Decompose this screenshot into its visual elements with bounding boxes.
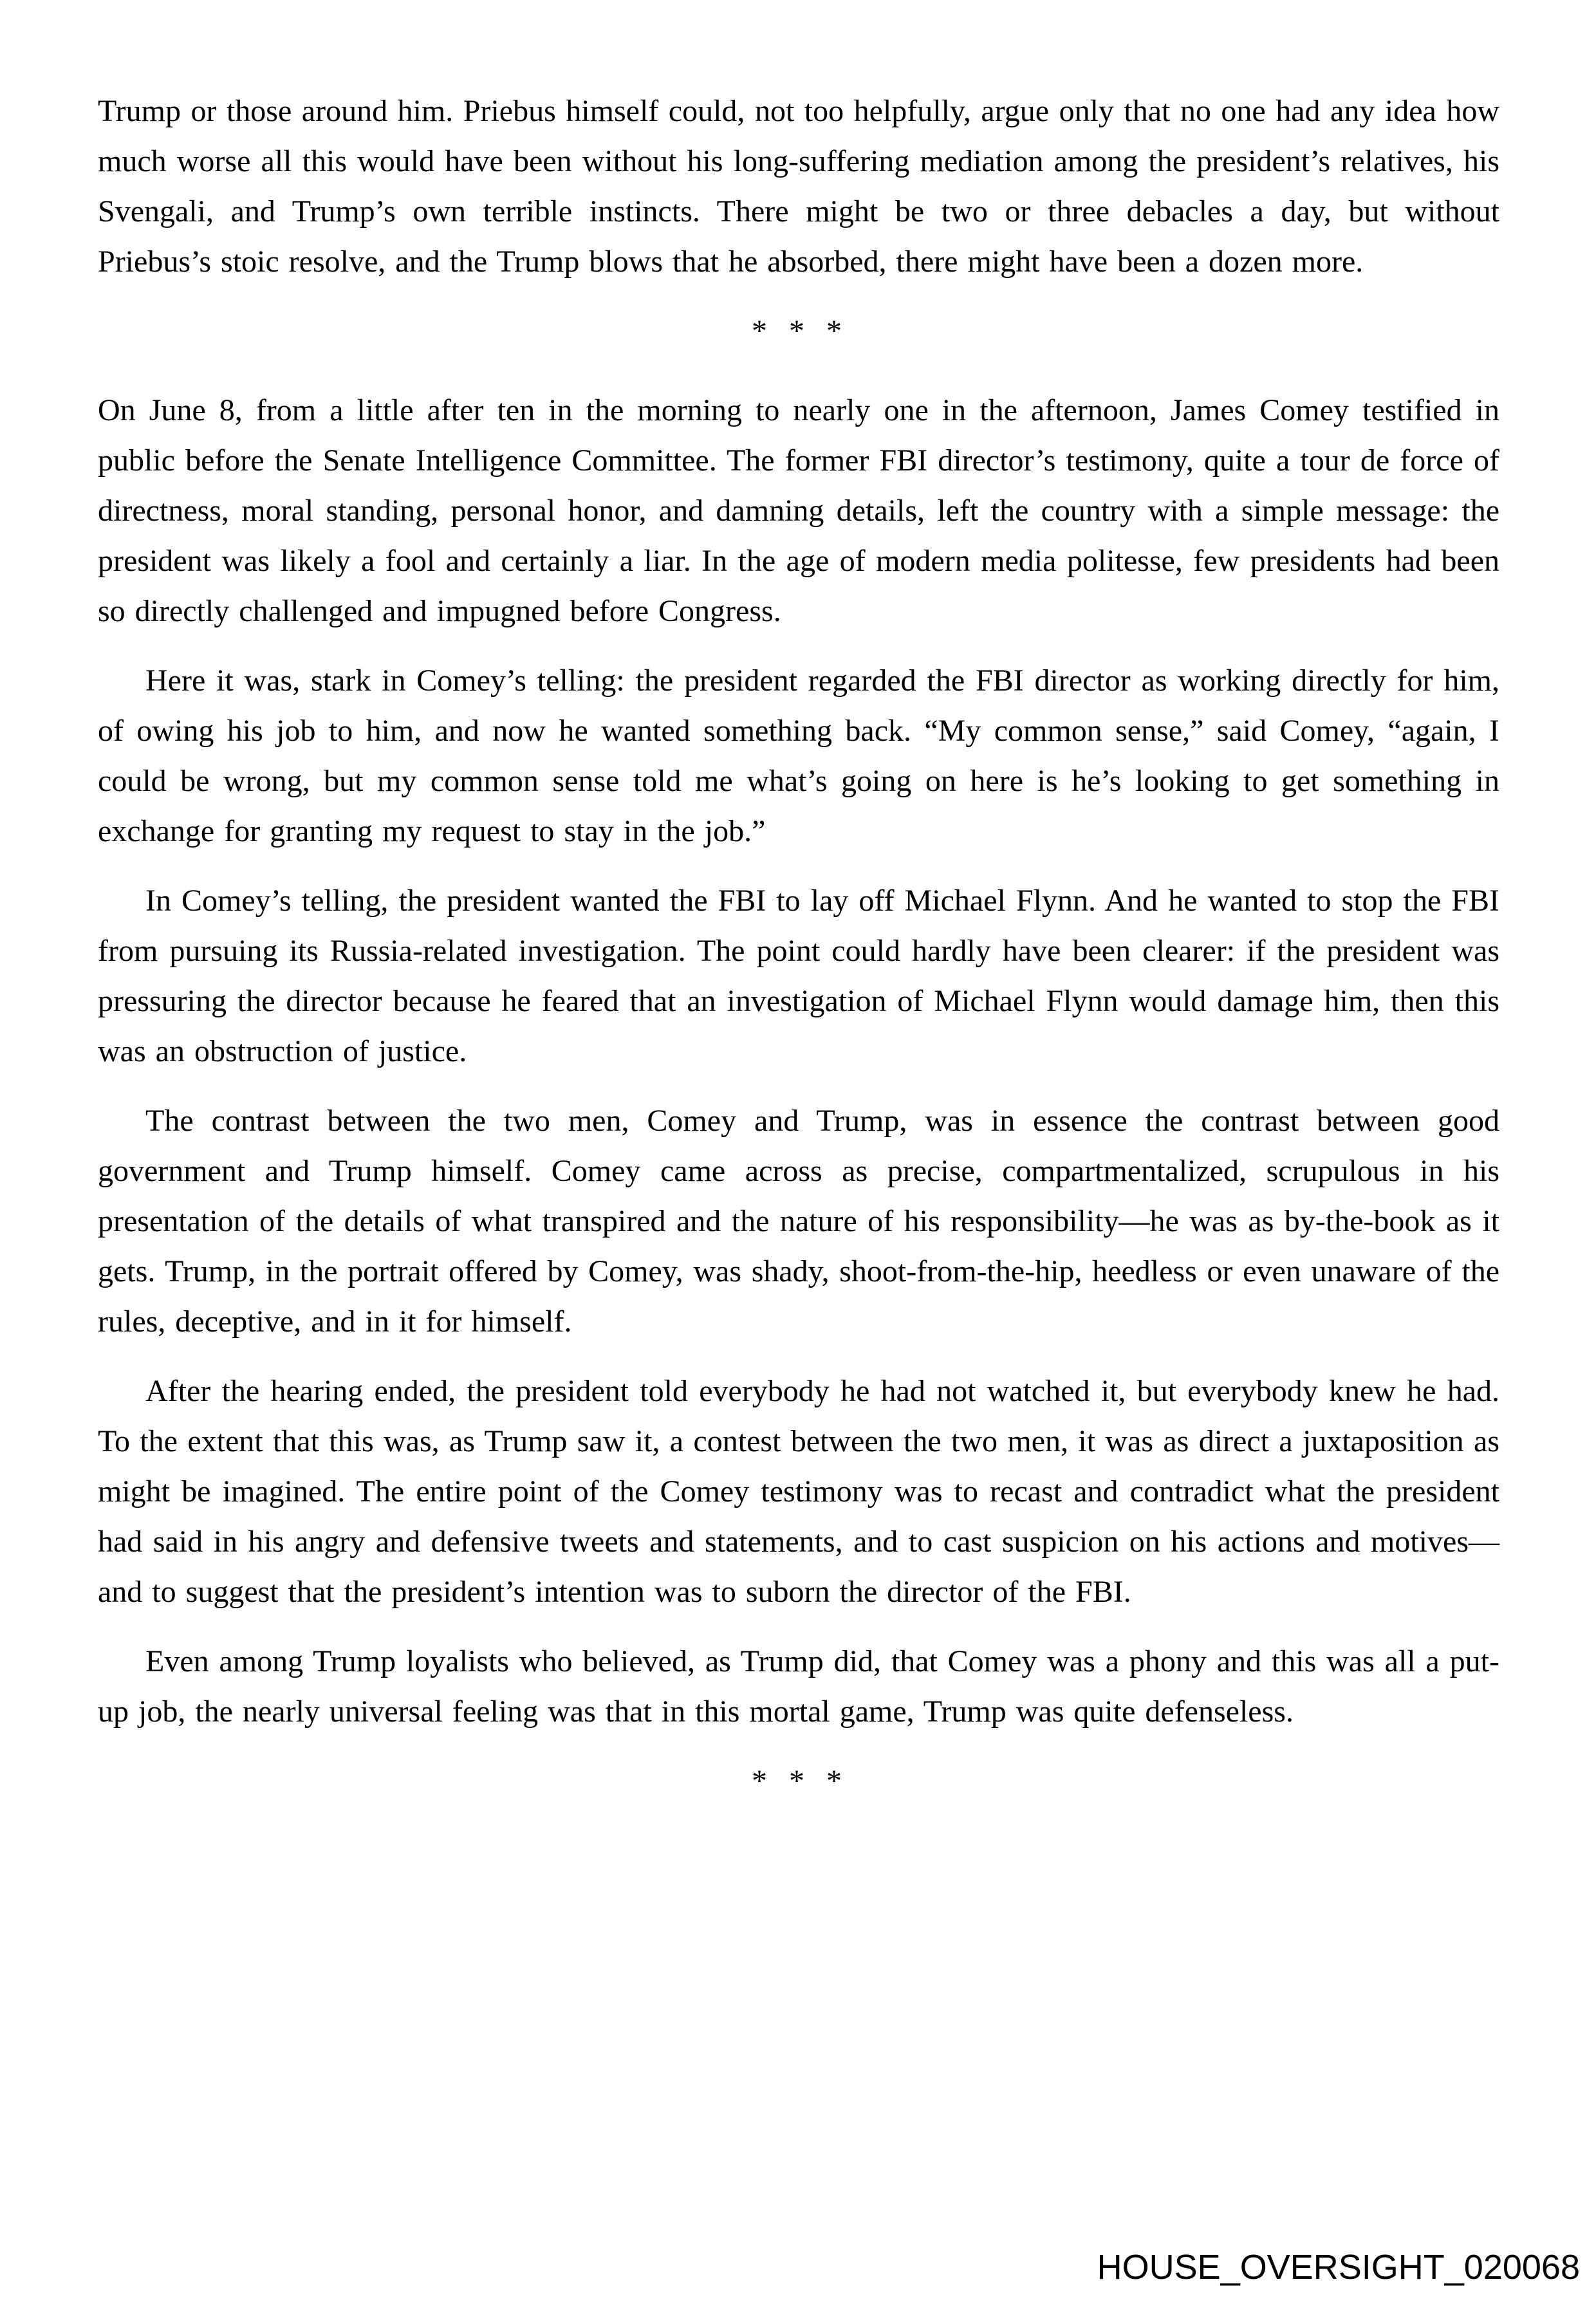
section-break-asterisks: * * * — [752, 314, 846, 348]
bates-stamp: HOUSE_OVERSIGHT_020068 — [1097, 2247, 1580, 2287]
paragraph: Trump or those around him. Priebus himself could, not too helpfully, argue only that no one had any idea how much worse all this would have been without his long-suffering mediation among the president’s relatives, his Svengali, and Trump’s own terrible instincts. There might be two or three debacles a day, but without Priebus’s stoic resolve, and the Trump blows that he absorbed, there might have been a dozen more. — [98, 94, 1499, 279]
paragraph: In Comey’s telling, the president wanted the FBI to lay off Michael Flynn. And he wanted to stop the FBI from pursuing its Russia-related investigation. The point could hardly have been clearer: if the president was pressuring the director because he feared that an investigation of Michael Flynn would damage him, then this was an obstruction of justice. — [98, 884, 1499, 1068]
paragraph: On June 8, from a little after ten in the morning to nearly one in the afternoon, James Comey testified in public before the Senate Intelligence Committee. The former FBI director’s testimony, quite a tour de force of directness, moral standing, personal honor, and damning details, left the country with a simple message: the president was likely a fool and certainly a liar. In the age of modern media politesse, few presidents had been so directly challenged and impugned before Congress. — [98, 393, 1499, 628]
paragraph: The contrast between the two men, Comey and Trump, was in essence the contrast between good government and Trump himself. Comey came across as precise, compartmentalized, scrupulous in his presentation of the details of what transpired and the nature of his responsibility—he was as by-the-book as it gets. Trump, in the portrait offered by Comey, was shady, shoot-from-the-hip, heedless or even unaware of the rules, deceptive, and in it for himself. — [98, 1104, 1499, 1339]
paragraph: After the hearing ended, the president told everybody he had not watched it, but everybody knew he had. To the extent that this was, as Trump saw it, a contest between the two men, it was as direct a juxtaposition as might be imagined. The entire point of the Comey testimony was to recast and contradict what the president had said in his angry and defensive tweets and statements, and to cast suspicion on his actions and motives—and to suggest that the president’s intention was to suborn the director of the FBI. — [98, 1374, 1499, 1609]
section-break-asterisks: * * * — [752, 1764, 846, 1798]
page-text-body — [98, 86, 1499, 1835]
paragraph: Here it was, stark in Comey’s telling: the president regarded the FBI director as working directly for him, of owing his job to him, and now he wanted something back. “My common sense,” said Comey, “again, I could be wrong, but my common sense told me what’s going on here is he’s looking to get something in exchange for granting my request to stay in the job.” — [98, 664, 1499, 848]
paragraph: Even among Trump loyalists who believed, as Trump did, that Comey was a phony and this was all a put-up job, the nearly universal feeling was that in this mortal game, Trump was quite defenseless. — [98, 1644, 1499, 1729]
